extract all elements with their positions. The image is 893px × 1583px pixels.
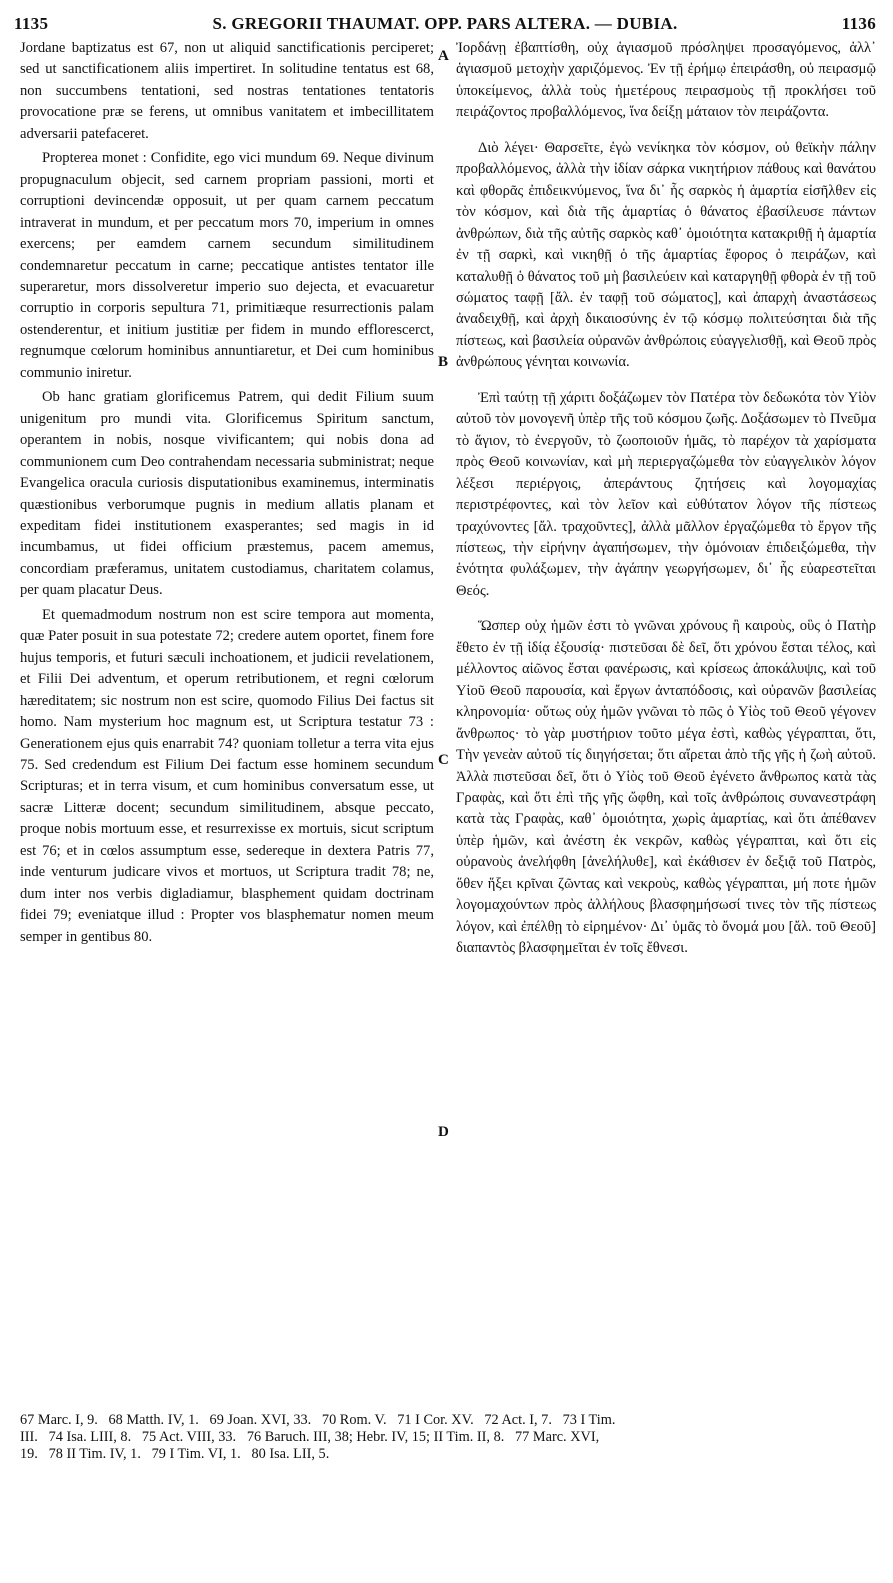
page-number-right: 1136 bbox=[841, 14, 876, 33]
page-header bbox=[14, 6, 876, 36]
latin-paragraph: Propterea monet : Confidite, ego vici mundum 69. Neque divinum propugnaculum objecit, sed carnem propriam passioni, morti et corruptioni devincendæ opposuit, ut per quam carnem peccatum intraverat in mundum, et per peccatum mors 70, imperium in omnes exercens; per eamdem carnem secundum similitudinem condemnaretur peccatum in carne; peccatique antistes tentator ille superaretur, mors dissolveretur imperio suo dejecta, et evacuaretur corruptio in corporis sepultura 71, primitiæque resurrectionis palam ostenderentur, et initium justitiæ per fidem in mundo efflorescerct, regnumque cœlorum hominibus annuntiaretur, et Dei cum hominibus communio iniretur. bbox=[20, 150, 434, 381]
margin-letter-a: A bbox=[438, 48, 449, 64]
latin-paragraph: Et quemadmodum nostrum non est scire tempora aut momenta, quæ Pater posuit in sua potestate 72; credere autem oportet, finem fore hujus temporis, et futuri sæculi inchoationem, et judicii revelationem, et Filii Dei adventum, et operum retributionem, et regni cœlorum hæreditatem; sic nostrum non est scire, quomodo Filius Dei factus sit homo. Nam mysterium hoc magnum est, ut Scriptura testatur 73 : Generationem ejus quis enarrabit 74? quoniam tolletur a terra vita ejus 75. Sed credendum est Filium Dei factum esse hominem secundum Scripturas; et in terra visum, et cum hominibus conversatum esse, ut sacræ Litteræ docent; secundum similitudinem, absque peccato, proque nobis mortuum esse, et resurrexisse ex mortuis, sicut scriptum est 76; et in cœlos assumptum esse, sedereque in dextera Patris 77, inde venturum judicare vivos et mortuos, ut Scriptura tradit 78; ne, dum inter nos verbis digladiamur, blasphement quidam doctrinam fidei 79; eveniatque illud : Propter vos blasphematur nomen meum semper in gentibus 80. bbox=[20, 606, 434, 945]
greek-paragraph: Διὸ λέγει· Θαρσεῖτε, ἐγὼ νενίκηκα τὸν κόσμον, οὐ θεϊκὴν πάλην προβαλλόμενος, ἀλλὰ τὴν ἰδίαν σάρκα νικητήριον πάθους καὶ θανάτου καὶ φθορᾶς ἐπιδεικνύμενος, ἵνα δι᾽ ἧς σαρκὸς ἡ ἁμαρτία εἰσῆλθεν εἰς τὸν κόσμον, καὶ διὰ τῆς ἁμαρτίας ὁ θάνατος ἐβασίλευσε πάντων ἀνθρώπων, διὰ τῆς αὐτῆς σαρκὸς καθ᾽ ὁμοιότητα κατακριθῇ ἡ ἁμαρτία ἐν τῇ σαρκὶ, καὶ νικηθῇ ὁ τῆς ἁμαρτίας ἔφορος ὁ πειράζων, καὶ καταλυθῇ ὁ θάνατος τοῦ μὴ βασιλεύειν καὶ καταργηθῇ φθορὰ ἐν τῇ τοῦ σώματος ταφῇ [ἄλ. ἐν ταφῇ τοῦ σώματος], καὶ ἀπαρχὴ ἀναστάσεως ἀναδειχθῇ, καὶ ἀρχὴ δικαιοσύνης ἐν τῷ κόσμῳ πολιτεύσηται διὰ τῆς πίστεως, καὶ βασιλεία οὐρανῶν ἀνθρώποις εὐαγγελισθῇ, καὶ Θεοῦ πρὸς ἀνθρώπους γένηται κοινωνία. bbox=[456, 139, 876, 371]
latin-paragraph: Ob hanc gratiam glorificemus Patrem, qui dedit Filium suum unigenitum pro mundi vita. Glorificemus Spiritum sanctum, operantem in nobis, nosque vivificantem; qui nobis dona ad communionem cum Deo contrahendam necessaria subministrat; neque Evangelica oracula curiosis disputationibus examinemus, interminatis quæstionibus verborumque pugnis in medium allatis planam et expeditam fidei institutionem exasperantes; sed magis in id incumbamus, ut fidei officium præstemus, pacem amemus, concordiam præferamus, unitatem custodiamus, charitatem colamus, per quam placatur Deus. bbox=[20, 389, 434, 599]
page-number-left: 1135 bbox=[14, 14, 49, 33]
greek-column bbox=[456, 38, 876, 960]
greek-paragraph: Ὥσπερ οὐχ ἡμῶν ἐστι τὸ γνῶναι χρόνους ἢ καιροὺς, οὓς ὁ Πατὴρ ἔθετο ἐν τῇ ἰδίᾳ ἐξουσίᾳ· πιστεῦσαι δὲ δεῖ, ὅτι χρόνου ἔσται τέλος, καὶ μέλλοντος αἰῶνος ἔσται φανέρωσις, καὶ κρίσεως ἀποκάλυψις, καὶ τοῦ Υἱοῦ Θεοῦ παρουσία, καὶ ἔργων ἀνταπόδοσις, καὶ οὐρανῶν βασιλείας κληρονομία· οὕτως οὐχ ἡμῶν γνῶναι τὸ πῶς ὁ Υἱὸς τοῦ Θεοῦ γέγονεν ἄνθρωπος· τὸ γὰρ μυστήριον τοῦτο μέγα ἐστὶ, καθὼς γέγραπται, ὅτι, Τὴν γενεὰν αὐτοῦ τίς διηγήσεται; ὅτι αἴρεται ἀπὸ τῆς γῆς ἡ ζωὴ αὐτοῦ. Ἀλλὰ πιστεῦσαι δεῖ, ὅτι ὁ Υἱὸς τοῦ Θεοῦ ἐγένετο ἄνθρωπος κατὰ τὰς Γραφὰς, καὶ ὅτι ἐπὶ τῆς γῆς ὤφθη, καὶ τοῖς ἀνθρώποις συνανεστράφη κατὰ τὰς Γραφὰς, καθ᾽ ὁμοιότητα, χωρὶς ἁμαρτίας, καὶ ὅτι ἀπέθανεν ὑπὲρ ἡμῶν, καὶ ἀνέστη ἐκ νεκρῶν, καθὼς γέγραπται, καὶ ὅτι εἰς οὐρανοὺς ἀνελήφθη [ἀνελήλυθε], καὶ ἐκάθισεν ἐν δεξιᾷ τοῦ Πατρὸς, ὅθεν ἥξει κρῖναι ζῶντας καὶ νεκροὺς, καθὼς γέγραπται, μή ποτε ἡμῶν λογομαχούντων πρὸς ἀλλήλους βλασφημήσωσί τινες τὸν τῆς πίστεως λόγον, καὶ ἐπέλθῃ τὸ εἰρημένον· Δι᾽ ὑμᾶς τὸ ὄνομά μου [ἄλ. τοῦ Θεοῦ] διαπαντὸς βλασφημεῖται ἐν τοῖς ἔθνεσι. bbox=[456, 618, 876, 957]
footnote-line: 19. 78 II Tim. IV, 1. 79 I Tim. VI, 1. 80 Isa. LII, 5. bbox=[20, 1446, 330, 1462]
running-title: S. GREGORII THAUMAT. OPP. PARS ALTERA. — DUBIA. bbox=[212, 14, 678, 33]
greek-paragraph: Ἰορδάνῃ ἐβαπτίσθη, οὐχ ἁγιασμοῦ πρόσληψει προσαγόμενος, ἀλλ᾽ ἁγιασμοῦ μετοχὴν χαριζόμενος. Ἐν τῇ ἐρήμῳ ἐπειράσθη, οὐ πειρασμῷ ὑποκείμενος, ἀλλὰ τοὺς ἡμετέρους πειρασμοὺς τῇ προκλήσει τοῦ πειράζοντος προβαλλόμενος, ἵνα δείξῃ μάταιον τὸν πειράζοντα. bbox=[456, 40, 876, 121]
footnotes bbox=[20, 1412, 876, 1463]
margin-letter-d: D bbox=[438, 1124, 449, 1140]
latin-column bbox=[20, 38, 434, 948]
latin-paragraph: Jordane baptizatus est 67, non ut aliquid sanctificationis perciperet; sed ut sanctificationem aliis impertiret. In solitudine tentatus est 68, non succumbens tentationi, sed nostras tentationes tentatoris provocatione præ se ferens, ut omnibus vanitatem et imbecillitatem adversarii patefaceret. bbox=[20, 40, 434, 142]
greek-paragraph: Ἐπὶ ταύτῃ τῇ χάριτι δοξάζωμεν τὸν Πατέρα τὸν δεδωκότα τὸν Υἱὸν αὐτοῦ τὸν μονογενῆ ὑπὲρ τῆς τοῦ κόσμου ζωῆς. Δοξάσωμεν τὸ Πνεῦμα τὸ ἅγιον, τὸ ἐνεργοῦν, τὸ ζωοποιοῦν ἡμᾶς, τὸ παρέχον τὰ χαρίσματα πρὸς Θεοῦ κοινωνίαν, καὶ μὴ περιεργαζώμεθα τὸν εὐαγγελικὸν λόγον λέξεσι περιέργοις, ἀπεράντους ζητήσεις καὶ λογομαχίας περιστρέφοντες, καὶ τὸν λεῖον καὶ εὐθύτατον λόγον τῆς πίστεως τραχύνοντες [ἄλ. τραχοῦντες], ἀλλὰ μᾶλλον ἐργαζώμεθα τὸ ἔργον τῆς πίστεως, τὴν εἰρήνην ἀγαπήσωμεν, τὴν ὁμόνοιαν ἐπιδειξώμεθα, τὴν ἑνότητα φυλάξωμεν, τὴν ἀγάπην γεωργήσωμεν, δι᾽ ἧς εὐαρεστεῖται Θεός. bbox=[456, 389, 876, 599]
margin-letter-b: B bbox=[438, 354, 449, 370]
footnote-line: III. 74 Isa. LIII, 8. 75 Act. VIII, 33. 76 Baruch. III, 38; Hebr. IV, 15; II Tim. II, 8. 77 Marc. XVI, bbox=[20, 1429, 600, 1445]
margin-letter-c: C bbox=[438, 752, 449, 768]
footnote-line: 67 Marc. I, 9. 68 Matth. IV, 1. 69 Joan. XVI, 33. 70 Rom. V. 71 I Cor. XV. 72 Act. I, 7. 73 I Tim. bbox=[20, 1412, 616, 1428]
